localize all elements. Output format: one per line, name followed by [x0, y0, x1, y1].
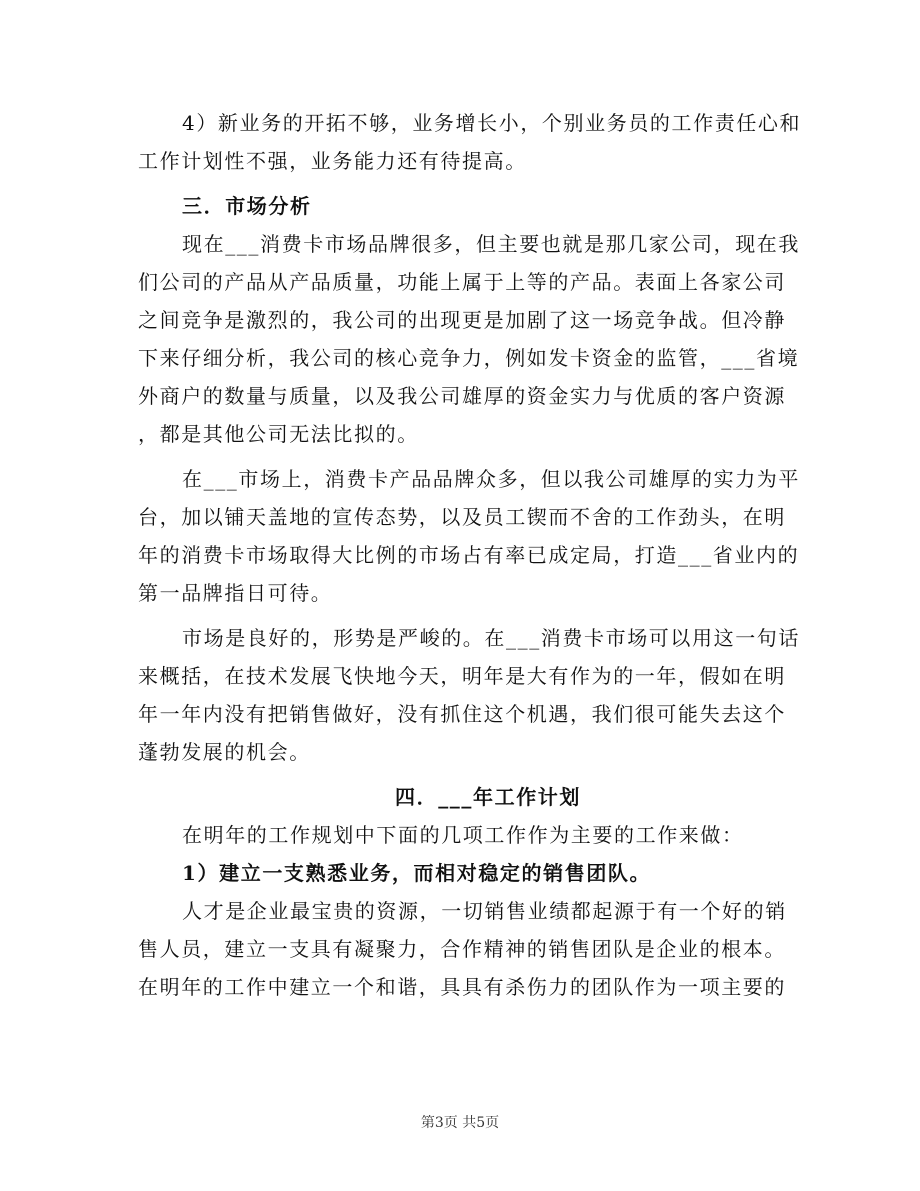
document-body — [138, 104, 802, 1006]
paragraph-line: 在明年的工作中建立一个和谐，具具有杀伤力的团队作为一项主要的 — [138, 975, 786, 999]
paragraph-line: 工作计划性不强，业务能力还有待提高。 — [138, 149, 527, 173]
paragraph-line: 下来仔细分析，我公司的核心竞争力，例如发卡资金的监管，___省境 — [138, 346, 800, 370]
section-heading: 四．___年工作计划 — [395, 785, 581, 809]
paragraph-line: 在___市场上，消费卡产品品牌众多，但以我公司雄厚的实力为平 — [182, 467, 800, 491]
paragraph-line: 们公司的产品从产品质量，功能上属于上等的产品。表面上各家公司 — [138, 270, 786, 294]
paragraph-line: 台，加以铺天盖地的宣传态势，以及员工锲而不舍的工作劲头，在明 — [138, 505, 786, 529]
paragraph-line: ，都是其他公司无法比拟的。 — [138, 422, 419, 446]
subsection-heading: 1）建立一支熟悉业务，而相对稳定的销售团队。 — [182, 861, 652, 885]
paragraph-line: 外商户的数量与质量，以及我公司雄厚的资金实力与优质的客户资源 — [138, 384, 786, 408]
paragraph-line: 第一品牌指日可待。 — [138, 581, 333, 605]
paragraph-line: 之间竞争是激烈的，我公司的出现更是加剧了这一场竞争战。但冷静 — [138, 308, 786, 332]
paragraph-line: 在明年的工作规划中下面的几项工作作为主要的工作来做： — [182, 823, 744, 847]
page-number: 第3页 共5页 — [420, 1115, 500, 1131]
paragraph-line: 售人员，建立一支具有凝聚力，合作精神的销售团队是企业的根本。 — [138, 937, 786, 961]
paragraph-line: 人才是企业最宝贵的资源，一切销售业绩都起源于有一个好的销 — [182, 899, 787, 923]
paragraph-line: 年一年内没有把销售做好，没有抓住这个机遇，我们很可能失去这个 — [138, 702, 786, 726]
paragraph-line: 现在___消费卡市场品牌很多，但主要也就是那几家公司，现在我 — [182, 232, 800, 256]
section-heading: 三．市场分析 — [182, 194, 312, 218]
paragraph-line: 4）新业务的开拓不够，业务增长小，个别业务员的工作责任心和 — [182, 111, 802, 135]
paragraph-line: 蓬勃发展的机会。 — [138, 740, 311, 764]
paragraph-line: 来概括，在技术发展飞快地今天，明年是大有作为的一年，假如在明 — [138, 664, 786, 688]
paragraph-line: 市场是良好的，形势是严峻的。在___消费卡市场可以用这一句话 — [182, 626, 800, 650]
paragraph-line: 年的消费卡市场取得大比例的市场占有率已成定局，打造___省业内的 — [138, 543, 800, 567]
